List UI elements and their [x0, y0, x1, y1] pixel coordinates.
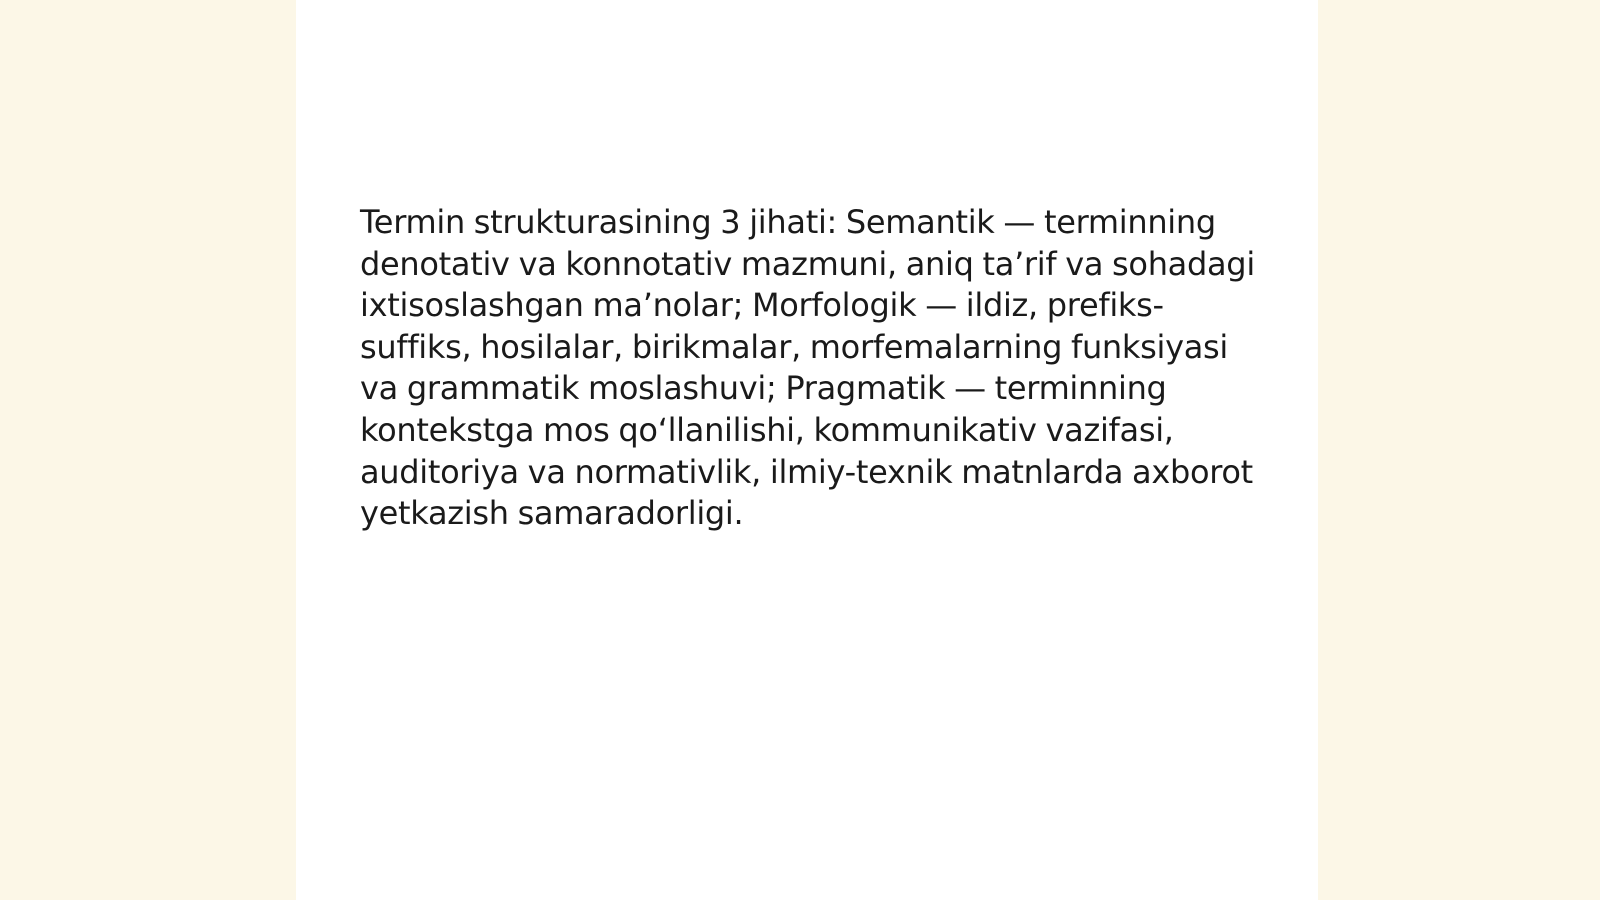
slide-body-text: Termin strukturasining 3 jihati: Semantik — terminning denotativ va konnotativ mazmuni, aniq ta’rif va sohadagi ixtisoslashgan ma’nolar; Morfologik — ildiz, prefiks-suffiks, hosilalar, birikmalar, morfemalarning funksiyasi va grammatik moslashuvi; Pragmatik — terminning kontekstga mos qo‘llanilishi, kommunikativ vazifasi, auditoriya va normativlik, ilmiy-texnik matnlarda axborot yetkazish samaradorligi.: [360, 203, 1255, 533]
slide-page: [296, 0, 1318, 900]
